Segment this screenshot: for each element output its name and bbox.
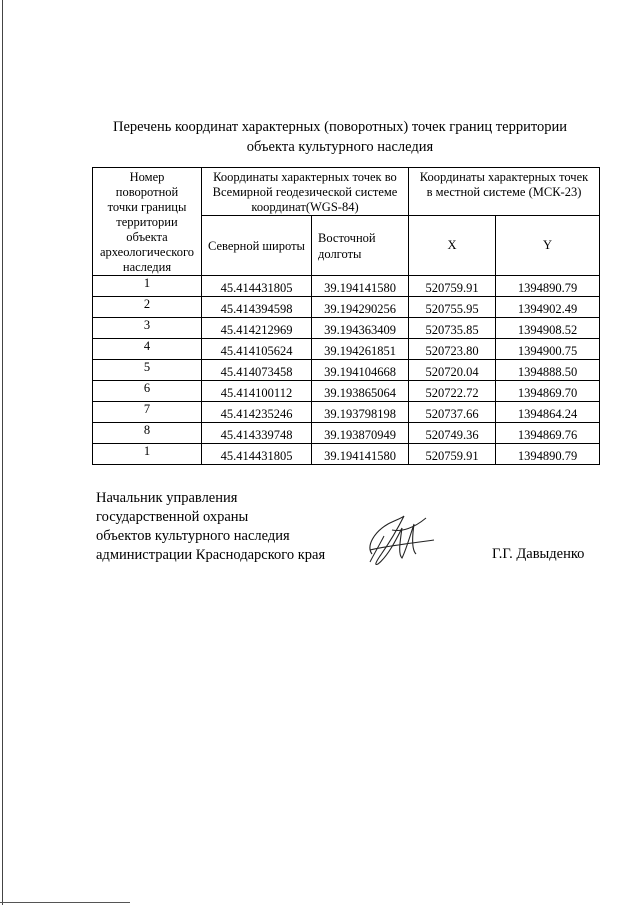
table-row [93, 339, 600, 360]
table-row [93, 360, 600, 381]
header-longitude: Восточной долготы [312, 216, 409, 276]
table-row [93, 402, 600, 423]
longitude-cell: 39.193865064 [312, 381, 409, 402]
header-y: Y [496, 216, 600, 276]
latitude-cell: 45.414431805 [202, 444, 312, 465]
handwritten-signature [362, 510, 442, 572]
title-line-2: объекта культурного наследия [246, 139, 434, 155]
x-coordinate-cell: 520722.72 [409, 381, 496, 402]
header-latitude: Северной широты [202, 216, 312, 276]
header-msk23: Координаты характерных точек в местной системе (МСК-23) [409, 168, 600, 216]
x-coordinate-cell: 520755.95 [409, 297, 496, 318]
signatory-name: Г.Г. Давыденко [492, 546, 585, 562]
longitude-cell: 39.194104668 [312, 360, 409, 381]
point-number-cell: 6 [93, 381, 202, 402]
table-row [93, 423, 600, 444]
document-title [70, 117, 610, 157]
point-number-cell: 7 [93, 402, 202, 423]
footnote-rule [0, 902, 130, 903]
y-coordinate-cell: 1394888.50 [496, 360, 600, 381]
latitude-cell: 45.414073458 [202, 360, 312, 381]
page-left-edge-line [2, 0, 3, 905]
latitude-cell: 45.414105624 [202, 339, 312, 360]
position-line: администрации Краснодарского края [96, 547, 326, 563]
x-coordinate-cell: 520759.91 [409, 444, 496, 465]
table-body [93, 276, 600, 465]
x-coordinate-cell: 520749.36 [409, 423, 496, 444]
point-number-cell: 5 [93, 360, 202, 381]
point-number-cell: 1 [93, 444, 202, 465]
position-line: государственной охраны [96, 509, 249, 525]
table-row [93, 276, 600, 297]
latitude-cell: 45.414431805 [202, 276, 312, 297]
longitude-cell: 39.193798198 [312, 402, 409, 423]
latitude-cell: 45.414212969 [202, 318, 312, 339]
y-coordinate-cell: 1394902.49 [496, 297, 600, 318]
header-point-number: Номер поворотной точки границы территории объекта археологического наследия [93, 168, 202, 276]
x-coordinate-cell: 520737.66 [409, 402, 496, 423]
point-number-cell: 4 [93, 339, 202, 360]
y-coordinate-cell: 1394908.52 [496, 318, 600, 339]
position-line: объектов культурного наследия [96, 528, 290, 544]
latitude-cell: 45.414235246 [202, 402, 312, 423]
point-number-cell: 1 [93, 276, 202, 297]
signatory-position [96, 489, 325, 565]
x-coordinate-cell: 520735.85 [409, 318, 496, 339]
header-wgs84: Координаты характерных точек во Всемирной геодезической системе координат(WGS-84) [202, 168, 409, 216]
coordinates-table [92, 167, 600, 465]
y-coordinate-cell: 1394869.76 [496, 423, 600, 444]
table-row [93, 444, 600, 465]
point-number-cell: 3 [93, 318, 202, 339]
y-coordinate-cell: 1394890.79 [496, 276, 600, 297]
x-coordinate-cell: 520759.91 [409, 276, 496, 297]
position-line: Начальник управления [96, 490, 238, 506]
longitude-cell: 39.194141580 [312, 276, 409, 297]
point-number-cell: 8 [93, 423, 202, 444]
longitude-cell: 39.194290256 [312, 297, 409, 318]
table-row [93, 318, 600, 339]
longitude-cell: 39.194261851 [312, 339, 409, 360]
y-coordinate-cell: 1394864.24 [496, 402, 600, 423]
longitude-cell: 39.193870949 [312, 423, 409, 444]
latitude-cell: 45.414100112 [202, 381, 312, 402]
longitude-cell: 39.194141580 [312, 444, 409, 465]
y-coordinate-cell: 1394869.70 [496, 381, 600, 402]
table-row [93, 297, 600, 318]
longitude-cell: 39.194363409 [312, 318, 409, 339]
y-coordinate-cell: 1394890.79 [496, 444, 600, 465]
latitude-cell: 45.414394598 [202, 297, 312, 318]
latitude-cell: 45.414339748 [202, 423, 312, 444]
x-coordinate-cell: 520720.04 [409, 360, 496, 381]
point-number-cell: 2 [93, 297, 202, 318]
table-row [93, 381, 600, 402]
title-line-1: Перечень координат характерных (поворотных) точек границ территории [112, 119, 568, 135]
y-coordinate-cell: 1394900.75 [496, 339, 600, 360]
header-x: X [409, 216, 496, 276]
x-coordinate-cell: 520723.80 [409, 339, 496, 360]
